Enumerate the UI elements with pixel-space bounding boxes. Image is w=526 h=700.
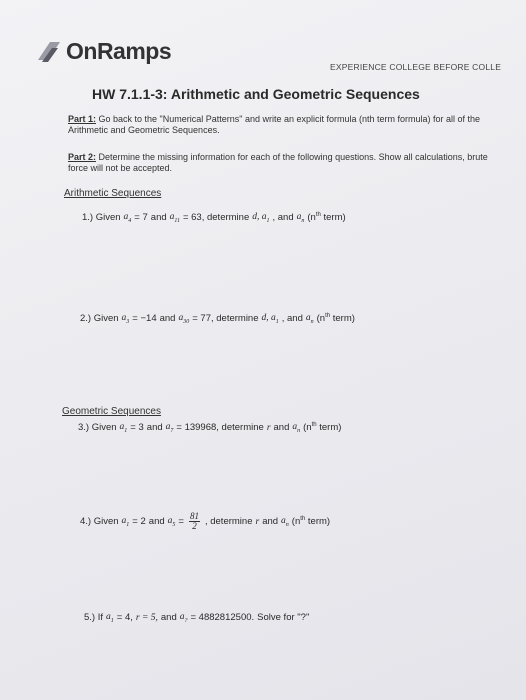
q4-value-a: = 2 [132,516,146,527]
part1-label: Part 1: [68,114,97,124]
q5-value-a: = 4, [116,612,133,624]
q4-nth-note: ($n^{th}$ term) [291,515,331,528]
q1-term-a: $a_4$ [123,212,132,224]
q4-unknown-r: r [255,516,260,527]
q3-and-2: and [273,422,290,434]
onramps-logo-icon [36,40,62,64]
q3-nth-note: ($n^{th}$ term) [303,422,342,434]
page-title: HW 7.1.1-3: Arithmetic and Geometric Sequences [92,86,420,102]
q4-and: and [148,516,165,527]
q3-unknown-r: r [266,422,271,433]
tagline: EXPERIENCE COLLEGE BEFORE COLLE [330,62,502,72]
q2-term-n: $a_n$ [305,313,314,325]
q1-term-b: $a_{11}$ [169,212,180,224]
q3-term-a: $a_1$ [119,422,128,434]
q2-term-a: $a_3$ [121,313,130,325]
q5-value-b: = 4882812500. [190,612,255,624]
question-3 [78,422,341,434]
brand-name: OnRamps [66,38,172,64]
q5-and: and [160,612,177,624]
q2-unknowns: d, $a_1$ [261,313,279,325]
q5-number: 5.) If [84,612,104,624]
q1-nth-note: ($n^{th}$ term) [307,212,346,224]
q1-term-n: $a_n$ [296,212,305,224]
part2-text: Determine the missing information for each of the following questions. Show all calculations, brute force will not be accepted. [68,152,488,173]
question-4: 4.) Given $a_1$ = 2 and $a_5$ = $\frac{81}{2}$ , determine r and $a_n$ ($n^{th}$ term) [80,511,331,531]
arithmetic-heading: Arithmetic Sequences [64,188,162,199]
q4-determine: , determine [204,516,253,527]
q2-value-a: = −14 [132,313,157,325]
geometric-heading: Geometric Sequences [62,406,161,417]
q3-term-b: $a_7$ [165,422,174,434]
q4-term-b: $a_5$ [167,515,176,528]
q4-and-2: and [262,516,279,527]
q3-value-a: = 3 [130,422,144,434]
q5-solve: Solve for "?" [257,612,310,624]
q5-ratio: r = 5, [135,612,158,623]
q1-and-2: , and [272,212,294,224]
q2-and-2: , and [281,313,303,325]
q2-number: 2.) Given [80,313,119,325]
part1-instructions [68,114,488,136]
q3-and: and [146,422,163,434]
part2-label: Part 2: [68,152,97,162]
q4-number: 4.) Given [80,516,119,527]
q1-value-a: = 7 [134,212,148,224]
q5-term-b: $a_?$ [179,612,188,624]
q3-number: 3.) Given [78,422,117,434]
question-5 [84,612,309,624]
q4-fraction: $\frac{81}{2}$ [189,511,199,531]
onramps-logo [36,38,171,65]
question-2 [80,313,355,325]
part1-text: Go back to the "Numerical Patterns" and write an explicit formula (nth term formula) for all of the Arithmetic and Geometric Sequences. [68,114,481,135]
q2-value-b: = 77, determine [192,313,259,325]
q2-nth-note: ($n^{th}$ term) [316,313,355,325]
question-1 [82,212,346,224]
part2-instructions [68,152,488,174]
q1-and: and [150,212,167,224]
q1-number: 1.) Given [82,212,121,224]
q4-term-n: $a_n$ [281,515,289,528]
q2-term-b: $a_{30}$ [178,313,190,325]
q5-term-a: $a_1$ [106,612,114,624]
q1-unknowns: d, $a_1$ [252,212,270,224]
q1-value-b: = 63, determine [182,212,250,224]
q3-term-n: $a_n$ [292,422,301,434]
q3-value-b: = 139968, determine [176,422,264,434]
q2-and: and [159,313,176,325]
q4-term-a: $a_1$ [121,515,130,528]
